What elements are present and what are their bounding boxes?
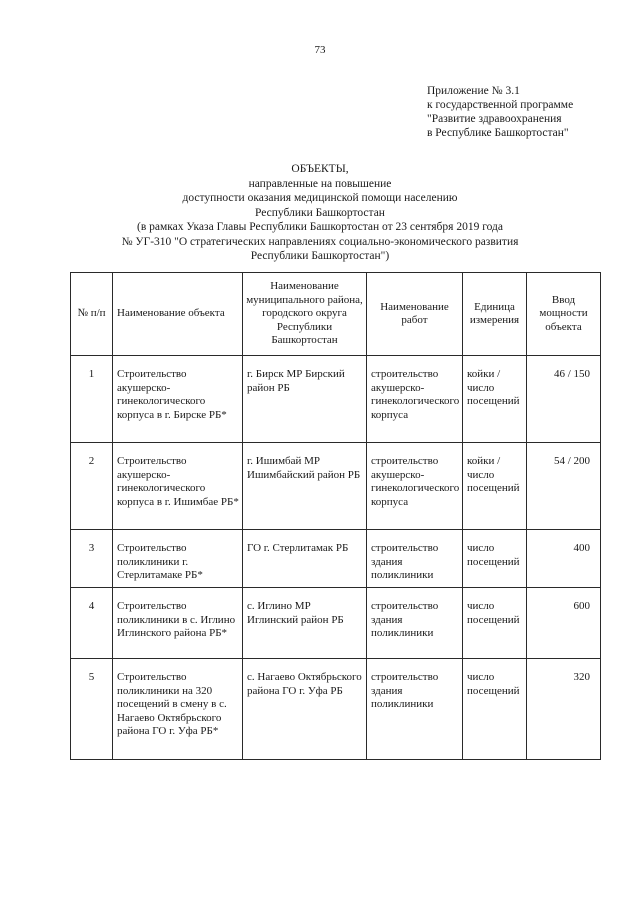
table-row (71, 530, 601, 588)
title-line: доступности оказания медицинской помощи населению (182, 192, 458, 204)
table-row (71, 356, 601, 443)
cell-unit: койки / число посещений (463, 443, 527, 530)
cell-num: 5 (71, 659, 113, 760)
cell-capacity: 46 / 150 (527, 356, 601, 443)
title-line: (в рамках Указа Главы Республики Башкортостан от 23 сентября 2019 года (136, 221, 504, 233)
title-line: Республики Башкортостан") (250, 250, 390, 262)
cell-district: ГО г. Стерлитамак РБ (243, 530, 367, 588)
cell-capacity: 54 / 200 (527, 443, 601, 530)
cell-capacity: 320 (527, 659, 601, 760)
cell-object: Строительство поликлиники на 320 посещений в смену в с. Нагаево Октябрьского района ГО г. Уфа РБ* (113, 659, 243, 760)
objects-table (70, 272, 601, 760)
cell-works: строительство здания поликлиники (367, 588, 463, 659)
cell-object: Строительство акушерско-гинекологического корпуса в г. Бирске РБ* (113, 356, 243, 443)
cell-works: строительство здания поликлиники (367, 659, 463, 760)
title-line: № УГ-310 "О стратегических направлениях социально-экономического развития (121, 235, 519, 248)
cell-district: г. Бирск МР Бирский район РБ (243, 356, 367, 443)
appendix-note (427, 84, 573, 140)
header-num: № п/п (71, 273, 113, 356)
header-works: Наименование работ (367, 273, 463, 356)
cell-object: Строительство акушерско-гинекологического корпуса в г. Ишимбае РБ* (113, 443, 243, 530)
appendix-line: Приложение № 3.1 (427, 85, 520, 97)
cell-capacity: 400 (527, 530, 601, 588)
table-header-row (71, 273, 601, 356)
header-capacity: Ввод мощности объекта (527, 273, 601, 356)
appendix-line: "Развитие здравоохранения (427, 113, 562, 125)
header-district: Наименование муниципального района, городского округа Республики Башкортостан (243, 273, 367, 356)
cell-district: с. Иглино МР Иглинский район РБ (243, 588, 367, 659)
table-row (71, 443, 601, 530)
cell-works: строительство здания поликлиники (367, 530, 463, 588)
cell-unit: койки / число посещений (463, 356, 527, 443)
appendix-line: к государственной программе (427, 99, 574, 111)
title-line: ОБЪЕКТЫ, (291, 163, 349, 175)
cell-works: строительство акушерско-гинекологического корпуса (367, 356, 463, 443)
cell-num: 1 (71, 356, 113, 443)
cell-num: 3 (71, 530, 113, 588)
cell-unit: число посещений (463, 530, 527, 588)
cell-district: г. Ишимбай МР Ишимбайский район РБ (243, 443, 367, 530)
page-number: 73 (314, 44, 326, 56)
title-line: направленные на повышение (248, 177, 392, 190)
title-line: Республики Башкортостан (255, 206, 385, 219)
table-row (71, 659, 601, 760)
cell-num: 4 (71, 588, 113, 659)
table-row (71, 588, 601, 659)
cell-works: строительство акушерско-гинекологического корпуса (367, 443, 463, 530)
cell-district: с. Нагаево Октябрьского района ГО г. Уфа РБ (243, 659, 367, 760)
cell-unit: число посещений (463, 588, 527, 659)
cell-capacity: 600 (527, 588, 601, 659)
cell-object: Строительство поликлиники г. Стерлитамаке РБ* (113, 530, 243, 588)
cell-num: 2 (71, 443, 113, 530)
header-object: Наименование объекта (113, 273, 243, 356)
header-unit: Единица измерения (463, 273, 527, 356)
cell-object: Строительство поликлиники в с. Иглино Иглинского района РБ* (113, 588, 243, 659)
document-title (0, 162, 640, 264)
cell-unit: число посещений (463, 659, 527, 760)
appendix-line: в Республике Башкортостан" (427, 127, 569, 139)
